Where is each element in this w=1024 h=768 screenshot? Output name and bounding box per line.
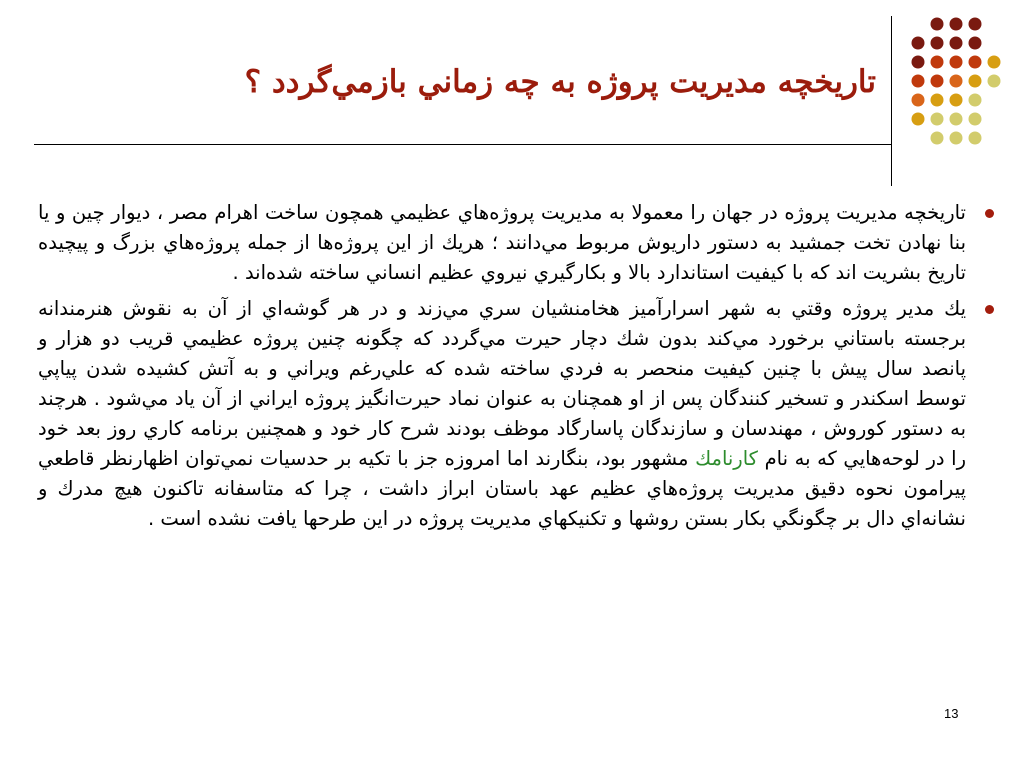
decorative-dot	[931, 75, 944, 88]
bullet-icon	[985, 209, 994, 218]
decorative-dot	[950, 113, 963, 126]
decorative-dot	[950, 56, 963, 69]
decorative-dot	[950, 37, 963, 50]
paragraph-persepolis	[38, 294, 966, 534]
decorative-dot	[969, 75, 982, 88]
paragraph-history	[38, 198, 966, 288]
decorative-dot	[969, 56, 982, 69]
decorative-dot	[969, 113, 982, 126]
decorative-dot	[931, 94, 944, 107]
decorative-dot	[969, 37, 982, 50]
paragraph-text-after: مشهور بود، بنگارند اما امروزه جز با تكيه بر حدسيات نمي‌توان اظهارنظر قاطعي پيرامون نحوه دقيق مديريت پروژه‌هاي عظيم عهد باستان ابراز داشت ، چرا كه متاسفانه تاكنون هيچ مدرك و نشانه‌اي دال بر چگونگي بكار بستن روشها و تكنيكهاي مديريت پروژه در اين طرحها يافت نشده است .	[38, 447, 966, 530]
decorative-dot	[950, 75, 963, 88]
decorative-dot	[931, 132, 944, 145]
decorative-dot	[988, 56, 1001, 69]
page-number: 13	[944, 706, 959, 721]
decorative-dot	[912, 113, 925, 126]
decorative-dot	[931, 56, 944, 69]
decorative-dot	[912, 94, 925, 107]
decorative-dot	[931, 37, 944, 50]
decorative-dot	[931, 113, 944, 126]
decorative-dot	[950, 132, 963, 145]
slide-title: تاريخچه مديريت پروژه به چه زماني بازمي‌گردد ؟	[244, 64, 876, 100]
decorative-dot	[950, 18, 963, 31]
decorative-dot	[931, 18, 944, 31]
decorative-dot	[912, 56, 925, 69]
slide-body	[38, 198, 966, 540]
bullet-icon	[985, 305, 994, 314]
decorative-dot	[912, 37, 925, 50]
decorative-dot	[969, 18, 982, 31]
decorative-dot	[969, 132, 982, 145]
highlighted-term: كارنامك	[695, 447, 758, 470]
decorative-dot	[969, 94, 982, 107]
decorative-dot	[988, 75, 1001, 88]
paragraph-text-before: يك مدير پروژه وقتي به شهر اسرارآميز هخامنشيان سري مي‌زند و در هر گوشه‌اي از آن به نقوش هنرمندانه برجسته باستاني برخورد مي‌كند بدون شك دچار حيرت مي‌گردد كه چگونه چنين پروژه عظيمي قريب دو هزار و پانصد سال پيش با چنين كيفيت منحصر به فردي ساخته شده كه علي‌رغم ويراني و به آتش كشيده شدن پياپي توسط اسكندر و تسخير كنندگان پس از او همچنان به عنوان نماد حيرت‌انگيز پروژه ايراني از آن ياد مي‌شود . هرچند به دستور كوروش ، مهندسان و سازندگان پاسارگاد موظف بودند شرح كار خود و همچنين برنامه كاري روز بعد خود را در لوحه‌هايي كه به نام	[38, 297, 967, 470]
paragraph-text: تاريخچه مديريت پروژه در جهان را معمولا به مديريت پروژه‌هاي عظيمي همچون ساخت اهرام مصر ، ديوار چين و يا بنا نهادن تخت جمشيد به دستور داريوش مربوط مي‌دانند ؛ هريك از اين پروژه‌ها از جمله پروژه‌هاي بزرگ و پيچيده تاريخ بشريت اند كه با كيفيت استاندارد بالا و بكارگيري نيروي عظيم انساني ساخته شده‌اند .	[38, 201, 966, 284]
decorative-dot	[912, 75, 925, 88]
decorative-dot	[950, 94, 963, 107]
